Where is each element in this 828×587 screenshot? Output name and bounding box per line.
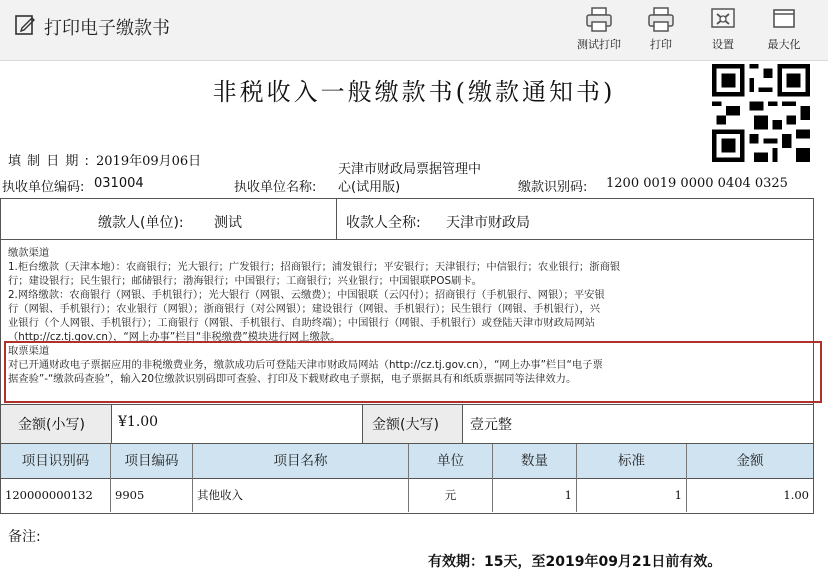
payment-id-label: 缴款识别码: (518, 180, 588, 195)
unit-code-label: 执收单位编码: (2, 180, 85, 195)
test-print-label: 测试打印 (577, 38, 621, 51)
col-header-quantity: 数量 (493, 444, 577, 478)
amount-divider-1 (111, 404, 112, 444)
document-title: 非税收入一般缴款书(缴款通知书) (212, 78, 616, 106)
cell-quantity: 1 (493, 478, 577, 512)
maximize-icon (769, 6, 799, 34)
printer-icon (646, 6, 676, 34)
maximize-button[interactable] (758, 6, 810, 52)
print-button[interactable] (635, 6, 687, 52)
col-header-standard: 标准 (577, 444, 687, 478)
settings-label: 设置 (712, 38, 734, 51)
payer-divider (336, 198, 337, 240)
col-header-unit: 单位 (409, 444, 493, 478)
validity-text: 有效期：15天，至2019年09月21日前有效。 (428, 554, 722, 570)
payer-value: 测试 (214, 215, 242, 231)
settings-icon (708, 6, 738, 34)
fill-date-label: 填 制 日 期 : (8, 154, 90, 169)
test-print-button[interactable] (573, 6, 625, 52)
payee-label: 收款人全称: (346, 215, 421, 231)
title-bar (0, 0, 828, 61)
cell-item-code: 9905 (111, 478, 193, 512)
printer-icon (584, 6, 614, 34)
unit-name-line1: 天津市财政局票据管理中 (338, 162, 482, 177)
unit-name-line2: 心(试用版) (338, 180, 401, 195)
amount-divider-2 (362, 404, 363, 444)
settings-button[interactable] (697, 6, 749, 52)
col-header-item-name: 项目名称 (193, 444, 409, 478)
window-title: 打印电子缴款书 (44, 18, 170, 39)
unit-name-label: 执收单位名称: (234, 180, 317, 195)
amount-divider-3 (462, 404, 463, 444)
payer-label: 缴款人(单位): (98, 215, 184, 231)
payee-value: 天津市财政局 (446, 215, 530, 231)
cell-unit: 元 (409, 478, 493, 512)
cell-item-id: 120000000132 (1, 478, 111, 512)
amount-big-label: 金额(大写) (372, 417, 439, 433)
amount-small-value: ¥1.00 (118, 414, 159, 430)
remark-label: 备注: (8, 529, 41, 545)
amount-big-value: 壹元整 (470, 417, 512, 433)
maximize-label: 最大化 (767, 38, 801, 51)
col-header-item-id: 项目识别码 (1, 444, 111, 478)
document-edit-icon (14, 14, 36, 36)
payment-id: 1200 0019 0000 0404 0325 (606, 176, 788, 191)
qr-code-icon (712, 64, 810, 162)
col-header-amount: 金额 (687, 444, 813, 478)
cell-standard: 1 (577, 478, 687, 512)
cell-amount: 1.00 (783, 488, 809, 502)
amount-small-label: 金额(小写) (18, 417, 85, 433)
col-header-item-code: 项目编码 (111, 444, 193, 478)
cell-item-name: 其他收入 (193, 478, 409, 512)
ticket-channel-highlight (4, 341, 822, 403)
fill-date: 2019年09月06日 (96, 154, 202, 169)
unit-code: 031004 (94, 176, 144, 191)
print-label: 打印 (650, 38, 672, 51)
channels-text: 缴款渠道 1.柜台缴款（天津本地）：农商银行；光大银行；广发银行；招商银行；浦发银行；平安银行；天津银行；中信银行；农业银行；浙商银 行；建设银行；民生银行；邮储银行；渤海银行；中国银行；工商银行；兴业银行；中国银联POS刷卡。 2.网络缴款：农商银行（网银、手机银行）；光大银行（网银、云缴费）；中国银联（云闪付）；招商银行（手机银行、网银）；平安银 行（网银、手机银行）；农业银行（网银）；浙商银行（对公网银）；建设银行（网银、手机银行）；民生银行（网银、手机银行），兴 业银行（个人网银、手机银行）；工商银行（网银、手机银行、自助终端）；中国银行（网银、手机银行）或登陆天津市财政局网站 （http://cz.tj.gov.cn），“网上办事”栏目“非税缴费”模块进行网上缴款。 取票渠道 对已开通财政电子票据应用的非税缴费业务，缴款成功后可登陆天津市财政局网站（http://cz.tj.gov.cn），“网上办事”栏目“电子票 据查验”-“缴款码查验”，输入20位缴款识别码即可查验、打印及下载财政电子票据，电子票据具有和纸质票据同等法律效力。 (8, 247, 621, 385)
